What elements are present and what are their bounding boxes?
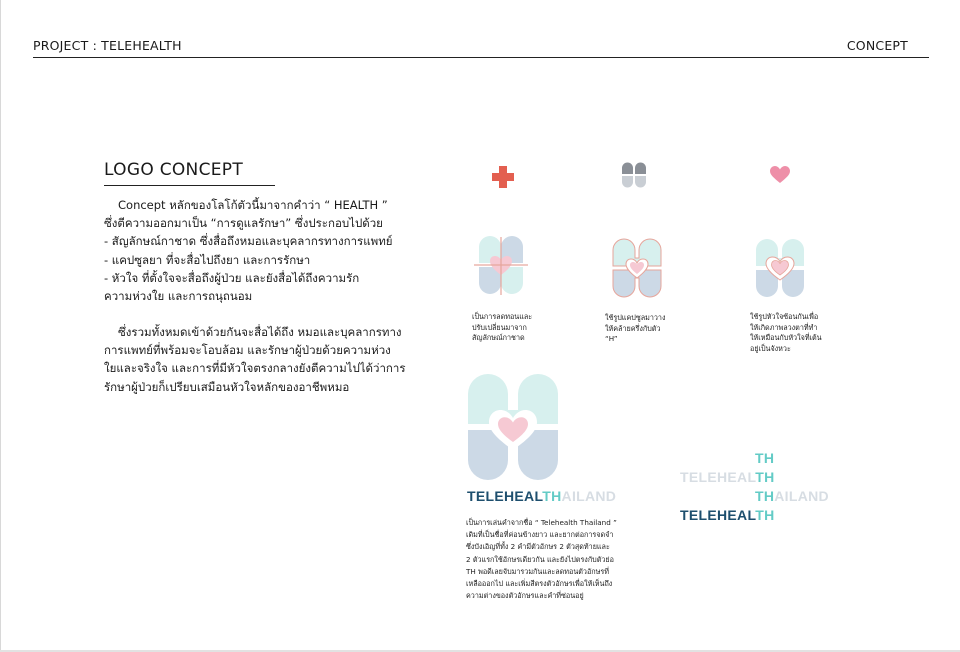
caption-line: อยู่เป็นจังหวะ (750, 343, 791, 353)
wordmark-part: TH (755, 488, 775, 504)
concept-line: - หัวใจ ที่ตั้งใจจะสื่อถึงผู้ป่วย และยังสื่อได้ถึงความรัก (104, 270, 360, 285)
stacked-wordmark-line-4 (680, 506, 775, 525)
concept-line: รักษาผู้ป่วยก็เปรียบเสมือนหัวใจหลักของอาชีพหมอ (104, 379, 350, 394)
concept-line: ใยและจริงใจ และการที่มีหัวใจตรงกลางยังตีความไปได้ว่าการ (104, 361, 406, 376)
page-border (0, 0, 1, 652)
stacked-wordmark-line-3 (755, 487, 829, 506)
capsule-icon (621, 161, 647, 189)
concept-line: Concept หลักของโลโก้ตัวนี้มาจากคำว่า “ HEALTH ” (118, 198, 388, 212)
caption-line: เป็นการเล่นคำจากชื่อ “ Telehealth Thailand ” (466, 518, 617, 527)
caption-line: “H” (605, 334, 618, 344)
caption-line: เหลือออกไป และเพิ่มสีตรงตัวอักษรเพื่อให้เห็นถึง (466, 579, 613, 589)
caption-line: เป็นการลดทอนและ (472, 312, 533, 321)
wordmark-caption (466, 517, 641, 602)
stacked-wordmark-line-2 (680, 468, 775, 487)
caption-line: ปรับเปลี่ยนมาจาก (472, 322, 527, 332)
cross-caption (472, 312, 532, 344)
red-cross-icon (491, 165, 515, 189)
concept-line: ซึ่งรวมทั้งหมดเข้าด้วยกันจะสื่อได้ถึง หมอและบุคลากรทาง (118, 325, 402, 339)
section-label: CONCEPT (846, 38, 908, 53)
wordmark-part: AILAND (774, 488, 829, 504)
caption-line: ให้เหมือนกับหัวใจที่เต้น (750, 333, 822, 343)
concept-line: ซึ่งตีความออกมาเป็น “การดูแลรักษา” ซึ่งประกอบไปด้วย (104, 216, 383, 231)
wordmark-part: TH (755, 507, 775, 523)
wordmark-part: TELEHEAL (467, 488, 543, 504)
title-underline (104, 185, 275, 186)
caption-line: เดิมที่เป็นชื่อที่ค่อนข้างยาว และยากต่อการจดจำ (466, 530, 614, 540)
caption-line: ความต่างของตัวอักษรและคำที่ซ่อนอยู่ (466, 591, 584, 601)
caption-line: ให้เกิดภาพลวงตาที่ทำ (750, 322, 818, 332)
wordmark-part: TH (755, 450, 775, 466)
logo-heart-construction-icon (752, 237, 808, 299)
caption-line: TH พอดีเลยจับมารวมกันและลดทอนตัวอักษรที่ (466, 566, 609, 576)
header-divider (33, 57, 929, 58)
wordmark-part: TH (755, 469, 775, 485)
caption-line: ใช้รูปแคปซูลมาวาง (605, 313, 666, 322)
telehealth-logo-mark (466, 374, 560, 480)
caption-line: 2 ตัวแรกใช้อักษรเดียวกัน และยังไปตรงกับตัวย่อ (466, 554, 614, 564)
caption-line: ให้คล้ายครึ่งกับตัว (605, 323, 661, 333)
wordmark-part: TELEHEAL (680, 469, 756, 485)
concept-line: ความห่วงใย และการถนุถนอม (104, 289, 253, 304)
wordmark-part: TELEHEAL (680, 507, 756, 523)
caption-line: สัญลักษณ์กาชาด (472, 333, 525, 343)
logo-capsule-construction-icon (609, 237, 665, 299)
caption-line: ใช้รูปหัวใจซ้อนกันเพื่อ (750, 312, 819, 321)
heart-caption (750, 312, 822, 354)
concept-line: - แคปซูลยา ที่จะสื่อไปถึงยา และการรักษา (104, 252, 311, 267)
heart-icon (770, 166, 790, 184)
stacked-wordmark-line-1 (755, 449, 774, 468)
concept-paragraph-2 (104, 323, 434, 396)
wordmark-part: AILAND (561, 488, 617, 504)
project-label: PROJECT : TELEHEALTH (33, 38, 182, 53)
caption-line: ซึ่งบังเอิญที่ทั้ง 2 คำมีตัวอักษร 2 ตัวสุดท้ายและ (466, 542, 610, 552)
logo-cross-construction-icon (471, 233, 531, 297)
capsule-caption (605, 313, 665, 345)
page-title: LOGO CONCEPT (104, 160, 244, 180)
concept-line: การแพทย์ที่พร้อมจะโอบล้อม และรักษาผู้ป่วยด้วยความห่วง (104, 343, 391, 358)
concept-paragraph-1 (104, 196, 434, 305)
wordmark-part: TH (542, 488, 562, 504)
concept-line: - สัญลักษณ์กาชาด ซึ่งสื่อถึงหมอและบุคลากรทางการแพทย์ (104, 234, 393, 249)
wordmark-telehealth-thailand (467, 488, 616, 504)
